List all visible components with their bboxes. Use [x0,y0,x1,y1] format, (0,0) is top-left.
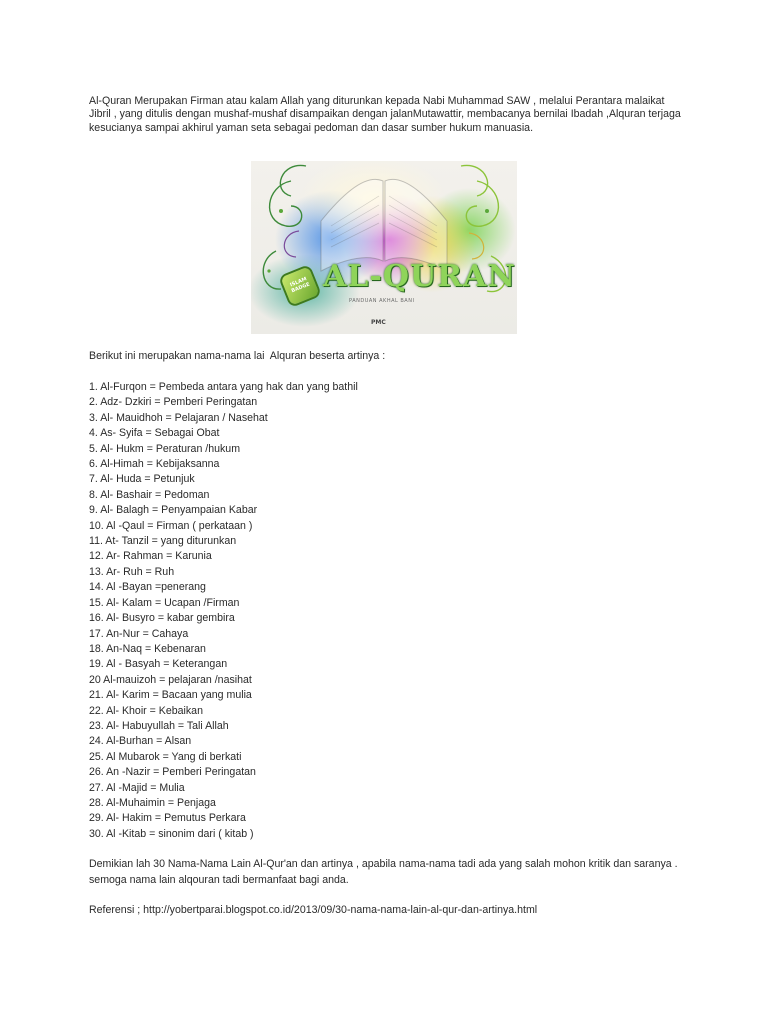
list-item: 22. Al- Khoir = Kebaikan [89,704,203,717]
list-item: 4. As- Syifa = Sebagai Obat [89,427,220,440]
list-item: 11. At- Tanzil = yang diturunkan [89,535,237,548]
list-item: 21. Al- Karim = Bacaan yang mulia [89,689,252,702]
list-item: 5. Al- Hukm = Peraturan /hukum [89,442,241,455]
list-item: 7. Al- Huda = Petunjuk [89,473,195,486]
list-item: 9. Al- Balagh = Penyampaian Kabar [89,504,258,517]
list-item: 28. Al-Muhaimin = Penjaga [89,796,216,809]
list-item: 6. Al-Himah = Kebijaksanna [89,458,220,471]
list-item: 27. Al -Majid = Mulia [89,781,185,794]
list-item: 3. Al- Mauidhoh = Pelajaran / Nasehat [89,411,268,424]
list-item: 30. Al -Kitab = sinonim dari ( kitab ) [89,827,254,840]
banner-title: AL-QURAN [323,259,516,294]
list-item: 8. Al- Bashair = Pedoman [89,488,210,501]
list-item: 13. Ar- Ruh = Ruh [89,565,175,578]
list-item: 24. Al-Burhan = Alsan [89,735,192,748]
list-item: 20 Al-mauizoh = pelajaran /nasihat [89,673,252,686]
book-illustration [251,161,517,334]
list-item: 15. Al- Kalam = Ucapan /Firman [89,596,240,609]
banner-logo: PMC [371,319,386,326]
list-item: 17. An-Nur = Cahaya [89,627,189,640]
list-item: 10. Al -Qaul = Firman ( perkataan ) [89,519,253,532]
list-item: 26. An -Nazir = Pemberi Peringatan [89,766,256,779]
list-item: 25. Al Mubarok = Yang di berkati [89,750,242,763]
list-item: 16. Al- Busyro = kabar gembira [89,612,235,625]
list-item: 2. Adz- Dzkiri = Pemberi Peringatan [89,396,258,409]
list-heading: Berikut ini merupakan nama-nama lai Alquran beserta artinya : [89,350,386,362]
list-item: 29. Al- Hakim = Pemutus Perkara [89,812,246,825]
list-item: 12. Ar- Rahman = Karunia [89,550,212,563]
list-item: 18. An-Naq = Kebenaran [89,642,206,655]
quran-names-list [89,380,689,842]
al-quran-banner-image [251,161,517,334]
list-item: 23. Al- Habuyullah = Tali Allah [89,719,229,732]
reference-link: Referensi ; http://yobertparai.blogspot.co.id/2013/09/30-nama-nama-lain-al-qur-dan-artinya.html [89,904,538,916]
list-item: 1. Al-Furqon = Pembeda antara yang hak dan yang bathil [89,381,358,393]
closing-paragraph: Demikian lah 30 Nama-Nama Lain Al-Qur'an dan artinya , apabila nama-nama tadi ada yang salah mohon kritik dan saranya . semoga nama lain alqouran tadi bermanfaat bagi anda. [89,858,678,886]
list-item: 14. Al -Bayan =penerang [89,581,206,594]
banner-subtitle: PANDUAN AKHAL BANI [349,298,415,304]
islam-badge-icon: ISLAM BADGE [280,266,319,305]
intro-paragraph: Al-Quran Merupakan Firman atau kalam Allah yang diturunkan kepada Nabi Muhammad SAW , melalui Perantara malaikat Jibril , yang ditulis dengan mushaf-mushaf disampaikan dengan jalanMutawattir, membacanya bernilai Ibadah ,Alquran terjaga kesucianya sampai akhirul yaman seta sebagai pedoman dan dasar sumber hukum manuasia. [89,95,681,134]
list-item: 19. Al - Basyah = Keterangan [89,658,228,671]
